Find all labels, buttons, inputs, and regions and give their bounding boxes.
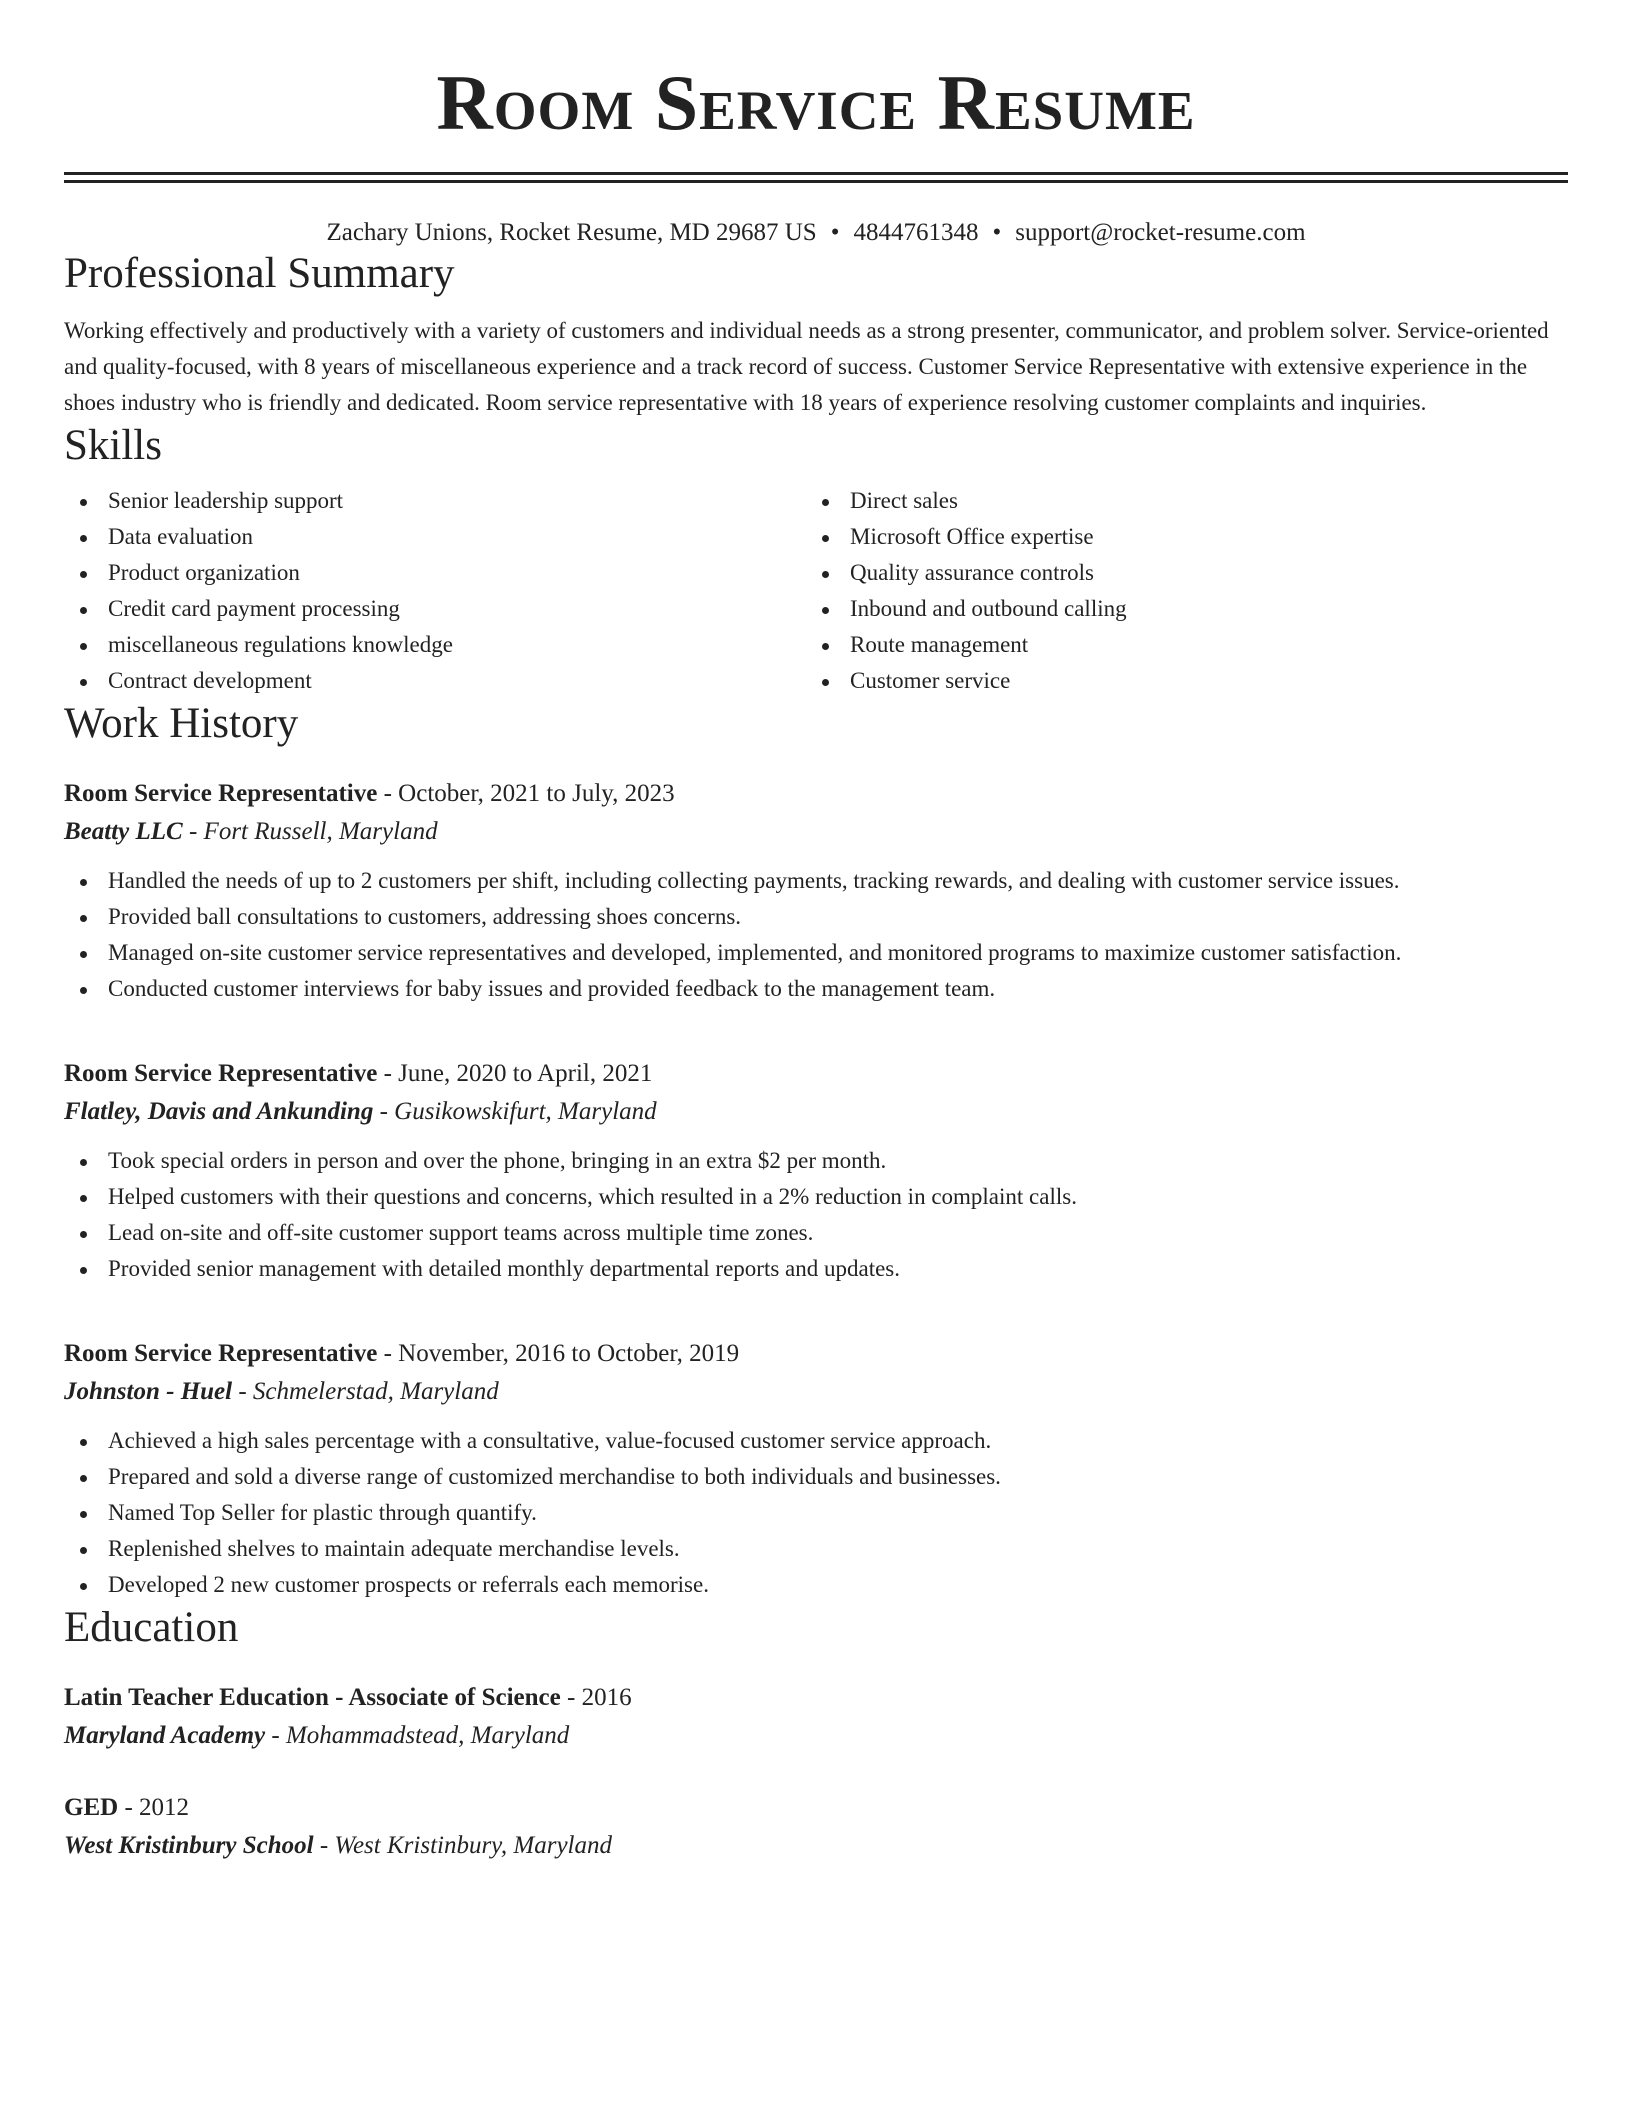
job-dates: - October, 2021 to July, 2023	[377, 780, 675, 807]
skill-item: Product organization	[64, 555, 806, 591]
company-name: Beatty LLC	[64, 818, 183, 845]
job-bullet: Achieved a high sales percentage with a consultative, value-focused customer service approach.	[64, 1423, 1568, 1459]
degree-line	[64, 1679, 1568, 1717]
job-bullet: Lead on-site and off-site customer support teams across multiple time zones.	[64, 1215, 1568, 1251]
job-title-line	[64, 775, 1568, 813]
company-line	[64, 813, 1568, 851]
job-title-line	[64, 1335, 1568, 1373]
school-line	[64, 1827, 1568, 1865]
degree-name: GED	[64, 1794, 119, 1821]
skills-column-right	[806, 483, 1548, 699]
job-bullet: Named Top Seller for plastic through quantify.	[64, 1495, 1568, 1531]
school-name: Maryland Academy	[64, 1722, 266, 1749]
school-location: - West Kristinbury, Maryland	[313, 1832, 612, 1859]
job-title: Room Service Representative	[64, 1060, 378, 1087]
company-name: Johnston - Huel	[64, 1378, 233, 1405]
job-entry	[64, 1335, 1568, 1603]
job-bullet: Conducted customer interviews for baby issues and provided feedback to the management team.	[64, 971, 1568, 1007]
summary-text: Working effectively and productively with a variety of customers and individual needs as a strong presenter, communicator, and problem solver. Service-oriented and quality-focused, with 8 years of miscellaneous experience and a track record of success. Customer Service Representative with extensive experience in the shoes industry who is friendly and dedicated. Room service representative with 18 years of experience resolving customer complaints and inquiries.	[64, 318, 1549, 415]
degree-year: - 2012	[118, 1794, 190, 1821]
skill-item: Contract development	[64, 663, 806, 699]
job-bullets	[64, 1143, 1568, 1287]
skill-item: Data evaluation	[64, 519, 806, 555]
education-entry	[64, 1679, 1568, 1755]
skill-item: Microsoft Office expertise	[806, 519, 1548, 555]
degree-name: Latin Teacher Education - Associate of Science	[64, 1684, 561, 1711]
skill-item: Quality assurance controls	[806, 555, 1548, 591]
company-line	[64, 1093, 1568, 1131]
skill-item: miscellaneous regulations knowledge	[64, 627, 806, 663]
degree-line	[64, 1789, 1568, 1827]
education-heading: Education	[64, 1604, 239, 1651]
resume-title: Room Service Resume	[436, 59, 1196, 146]
company-location: - Gusikowskifurt, Maryland	[373, 1098, 657, 1125]
title-divider	[64, 172, 1568, 183]
job-bullet: Replenished shelves to maintain adequate merchandise levels.	[64, 1531, 1568, 1567]
skill-item: Direct sales	[806, 483, 1548, 519]
skills-heading: Skills	[64, 422, 162, 469]
job-dates: - June, 2020 to April, 2021	[377, 1060, 653, 1087]
job-bullet: Provided senior management with detailed monthly departmental reports and updates.	[64, 1251, 1568, 1287]
skill-item: Route management	[806, 627, 1548, 663]
school-line	[64, 1717, 1568, 1755]
contact-line	[64, 217, 1568, 249]
company-location: - Fort Russell, Maryland	[182, 818, 438, 845]
company-location: - Schmelerstad, Maryland	[232, 1378, 499, 1405]
skill-item: Customer service	[806, 663, 1548, 699]
skills-list	[64, 483, 1568, 699]
job-bullet: Helped customers with their questions and concerns, which resulted in a 2% reduction in complaint calls.	[64, 1179, 1568, 1215]
education-entry	[64, 1789, 1568, 1865]
job-bullets	[64, 1423, 1568, 1603]
job-bullets	[64, 863, 1568, 1007]
job-bullet: Took special orders in person and over the phone, bringing in an extra $2 per month.	[64, 1143, 1568, 1179]
school-name: West Kristinbury School	[64, 1832, 314, 1859]
job-entry	[64, 1055, 1568, 1287]
skill-item: Inbound and outbound calling	[806, 591, 1548, 627]
job-bullet: Prepared and sold a diverse range of customized merchandise to both individuals and businesses.	[64, 1459, 1568, 1495]
job-bullet: Handled the needs of up to 2 customers per shift, including collecting payments, tracking rewards, and dealing with customer service issues.	[64, 863, 1568, 899]
job-title: Room Service Representative	[64, 1340, 378, 1367]
job-dates: - November, 2016 to October, 2019	[377, 1340, 740, 1367]
job-bullet: Managed on-site customer service representatives and developed, implemented, and monitored programs to maximize customer satisfaction.	[64, 935, 1568, 971]
contact-email[interactable]: support@rocket-resume.com	[1015, 219, 1306, 246]
job-title-line	[64, 1055, 1568, 1093]
contact-separator: •	[830, 219, 840, 246]
contact-phone: 4844761348	[853, 219, 979, 246]
contact-separator: •	[992, 219, 1002, 246]
job-bullet: Provided ball consultations to customers, addressing shoes concerns.	[64, 899, 1568, 935]
skills-column-left	[64, 483, 806, 699]
summary-heading: Professional Summary	[64, 250, 455, 297]
school-location: - Mohammadstead, Maryland	[265, 1722, 570, 1749]
company-name: Flatley, Davis and Ankunding	[64, 1098, 374, 1125]
resume-page	[64, 0, 1568, 1865]
skill-item: Senior leadership support	[64, 483, 806, 519]
job-title: Room Service Representative	[64, 780, 378, 807]
job-entry	[64, 775, 1568, 1007]
work-history-heading: Work History	[64, 700, 299, 747]
contact-address: Zachary Unions, Rocket Resume, MD 29687 US	[326, 219, 817, 246]
skill-item: Credit card payment processing	[64, 591, 806, 627]
job-bullet: Developed 2 new customer prospects or referrals each memorise.	[64, 1567, 1568, 1603]
degree-year: - 2016	[560, 1684, 632, 1711]
company-line	[64, 1373, 1568, 1411]
